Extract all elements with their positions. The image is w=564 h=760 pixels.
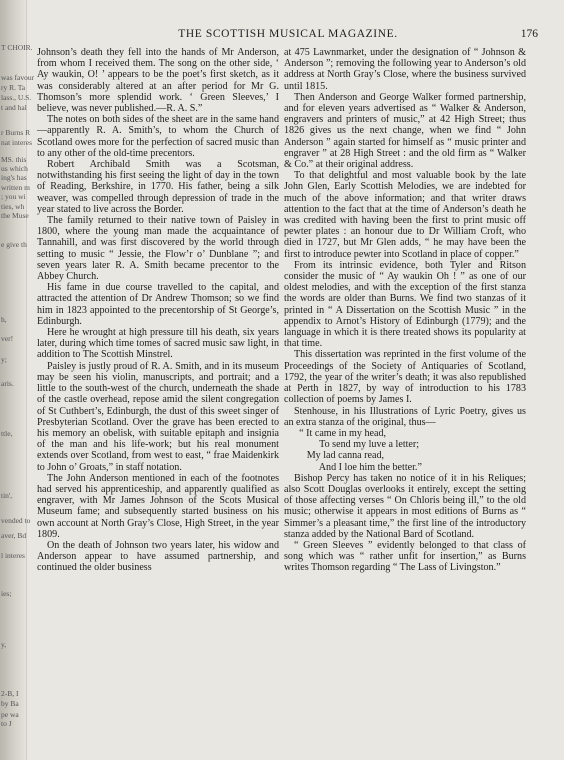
bleed-fragment: y, (1, 640, 7, 649)
paragraph: This dissertation was reprinted in the first volume of the Proceedings of the Society of Antiquaries of Scotland, 1792, the year of the writer’s death; it was also republished at Perth in 1827, by way of introduction to his 1783 collection of poems by James I. (284, 349, 526, 406)
paragraph: Bishop Percy has taken no notice of it in his Reliques; also Scott Douglas overlooks it entirely, except the setting of those affecting verses “ On Chloris being ill,” to the old music; otherwise it appears in most editions of Burns as “ Simmer’s a pleasant time,” the first line of the introductory stanza added by the National Bard of Scotland. (284, 472, 526, 540)
bleed-fragment: T CHOIR. (1, 43, 33, 52)
bleed-fragment: ry R. Ta (1, 83, 26, 92)
bleed-fragment: tin', (1, 491, 13, 500)
bleed-fragment: y; (1, 355, 7, 364)
paragraph: Paisley is justly proud of R. A. Smith, and in its museum may be seen his violin, manuscripts, and portrait; and a little to the south-west of the church, underneath the shade of the castle overhead, repose amid the silent congregation of St Cuthbert’s, Edinburgh, the dust of this sweet singer of Presbyterian Scotland. Over the grave has been erected to his memory an obelisk, with suitable epitaph and insignia of the man and his life-work; but his real monument extends over Scotland, from west to east, “ frae Maidenkirk to John o’ Groats,” in staff notation. (37, 360, 279, 473)
paragraph: To that delightful and most valuable book by the late John Glen, Early Scottish Melodies, we are indebted for much of the above information; and that writer draws attention to the fact that at the time of Anderson’s death he was credited with having been the first to print music off pewter plates : an honour due to Dr William Croft, who died in 1727, but Mr Glen adds, “ he may have been the first to introduce pewter into Scotland in place of copper.” (284, 170, 526, 260)
bleed-fragment: t and hal (1, 103, 27, 112)
paragraph: Here he wrought at high pressure till his death, six years later, during which time tomes of sacred music saw light, in addition to The Scottish Minstrel. (37, 327, 279, 361)
paragraph: at 475 Lawnmarket, under the designation of “ Johnson & Anderson ”; removing the following year to Anderson’s old address at North Gray’s Close, where the business survived until 1815. (284, 47, 526, 92)
bleed-fragment: pe wa (1, 710, 19, 719)
bleed-fragment: the Muse (1, 211, 29, 220)
running-header (38, 28, 538, 42)
paragraph: “ Green Sleeves ” evidently belonged to that class of song which was “ rather unfit for insertion,” as Burns writes Thomson regarding “ The Lass of Livingston.” (284, 539, 526, 574)
paragraph: The notes on both sides of the sheet are in the same hand—apparently R. A. Smith’s, to whom the Church of Scotland owes more for the perfection of sacred music than to any other of the old-time precentors. (37, 114, 279, 159)
bleed-fragment: ties, wh (1, 202, 25, 211)
paragraph: Stenhouse, in his Illustrations of Lyric Poetry, gives us an extra stanza of the original, thus— (284, 405, 526, 428)
magazine-title: THE SCOTTISH MUSICAL MAGAZINE. (178, 28, 398, 40)
bleed-fragment: to J (1, 719, 12, 728)
paragraph: Robert Archibald Smith was a Scotsman, notwithstanding his first seeing the light of day in the town of Reading, Berkshire, in 1770. His father, being a silk weaver, was compelled through depression of trade in the year stated to live across the Border. (37, 159, 279, 215)
paragraph: From its intrinsic evidence, both Tyler and Ritson consider the music of “ Ay waukin Oh ! ” as one of our oldest melodies, and with the exception of the first stanza the words are older than Burns. We find two stanzas of it printed in “ A Dissertation on the Scottish Music ” in the appendix to Arnot’s History of Edinburgh (1779); and the language in which it is there treated shows its popularity at that time. (284, 259, 526, 350)
paragraph: His fame in due course travelled to the capital, and attracted the attention of Dr Andrew Thomson; so we find him in 1823 appointed to the precentorship of St George’s, Edinburgh. (37, 282, 279, 327)
bleed-fragment: written m (1, 183, 30, 192)
bleed-fragment: e give th (1, 240, 27, 249)
verse-quotation: “ It came in my head, To send my luve a letter; My lad canna read, And I loe him the better.” (299, 427, 422, 473)
bleed-fragment: ies; (1, 589, 12, 598)
bleed-fragment: nat interes (1, 138, 33, 147)
page-number: 176 (520, 28, 538, 40)
paragraph: On the death of Johnson two years later, his widow and Anderson appear to have assumed partnership, and continued the older business (37, 539, 279, 574)
bleed-fragment: aris. (1, 379, 14, 388)
right-column (284, 47, 526, 752)
bleed-fragment: h, (1, 315, 7, 324)
bleed-fragment: lass., U.S. (1, 93, 32, 102)
bleed-fragment: MS. this (1, 155, 27, 164)
bleed-fragment: ttle, (1, 429, 13, 438)
bleed-fragment: 2-B, I (1, 689, 19, 698)
adjacent-page-bleed (0, 0, 35, 760)
left-column (37, 47, 279, 752)
bleed-fragment: ver! (1, 334, 14, 343)
bleed-fragment: aver, Bd (1, 531, 27, 540)
paragraph: Johnson’s death they fell into the hands of Mr Anderson, from whom I received them. The song on the other side, ‘ Ay waukin, O! ’ appears to be the poet’s first sketch, as it was considerably altered at an after period for Mr G. Thomson’s more splendid work. ‘ Green Sleeves,’ I believe, was never published.—R. A. S.” (37, 47, 279, 115)
bleed-fragment: was favour (1, 73, 35, 82)
bleed-fragment: ing's has (1, 173, 27, 182)
bleed-fragment: vended to (1, 516, 31, 525)
paragraph: The John Anderson mentioned in each of the footnotes had served his apprenticeship, and apparently qualified as engraver, with Mr James Johnson of the Scots Musical Museum fame; and subsequently started business on his own account at North Gray’s Close, High Street, in the year 1809. (37, 472, 279, 540)
bleed-fragment: ; you wi (1, 192, 26, 201)
paragraph: The family returned to their native town of Paisley in 1800, where the young man made the acquaintance of Tannahill, and was first discovered by the world through setting to music “ Jessie, the Flow’r o’ Dunblane ”; and seven years later R. A. Smith became precentor to the Abbey Church. (37, 215, 279, 283)
paragraph: Then Anderson and George Walker formed partnership, and for eleven years advertised as “ Walker & Anderson, engravers and printers of music,” at 42 High Street; thus 1826 gives us the next change, when we find “ John Anderson ” again started for himself as “ music printer and engraver ” at 28 High Street : and the old firm as “ Walker & Co.” at their original address. (284, 91, 526, 171)
bleed-fragment: us which (1, 164, 28, 173)
bleed-fragment: l interes (1, 551, 25, 560)
bleed-fragment: r Burns R (1, 128, 31, 137)
bleed-fragment: by Ba (1, 699, 19, 708)
